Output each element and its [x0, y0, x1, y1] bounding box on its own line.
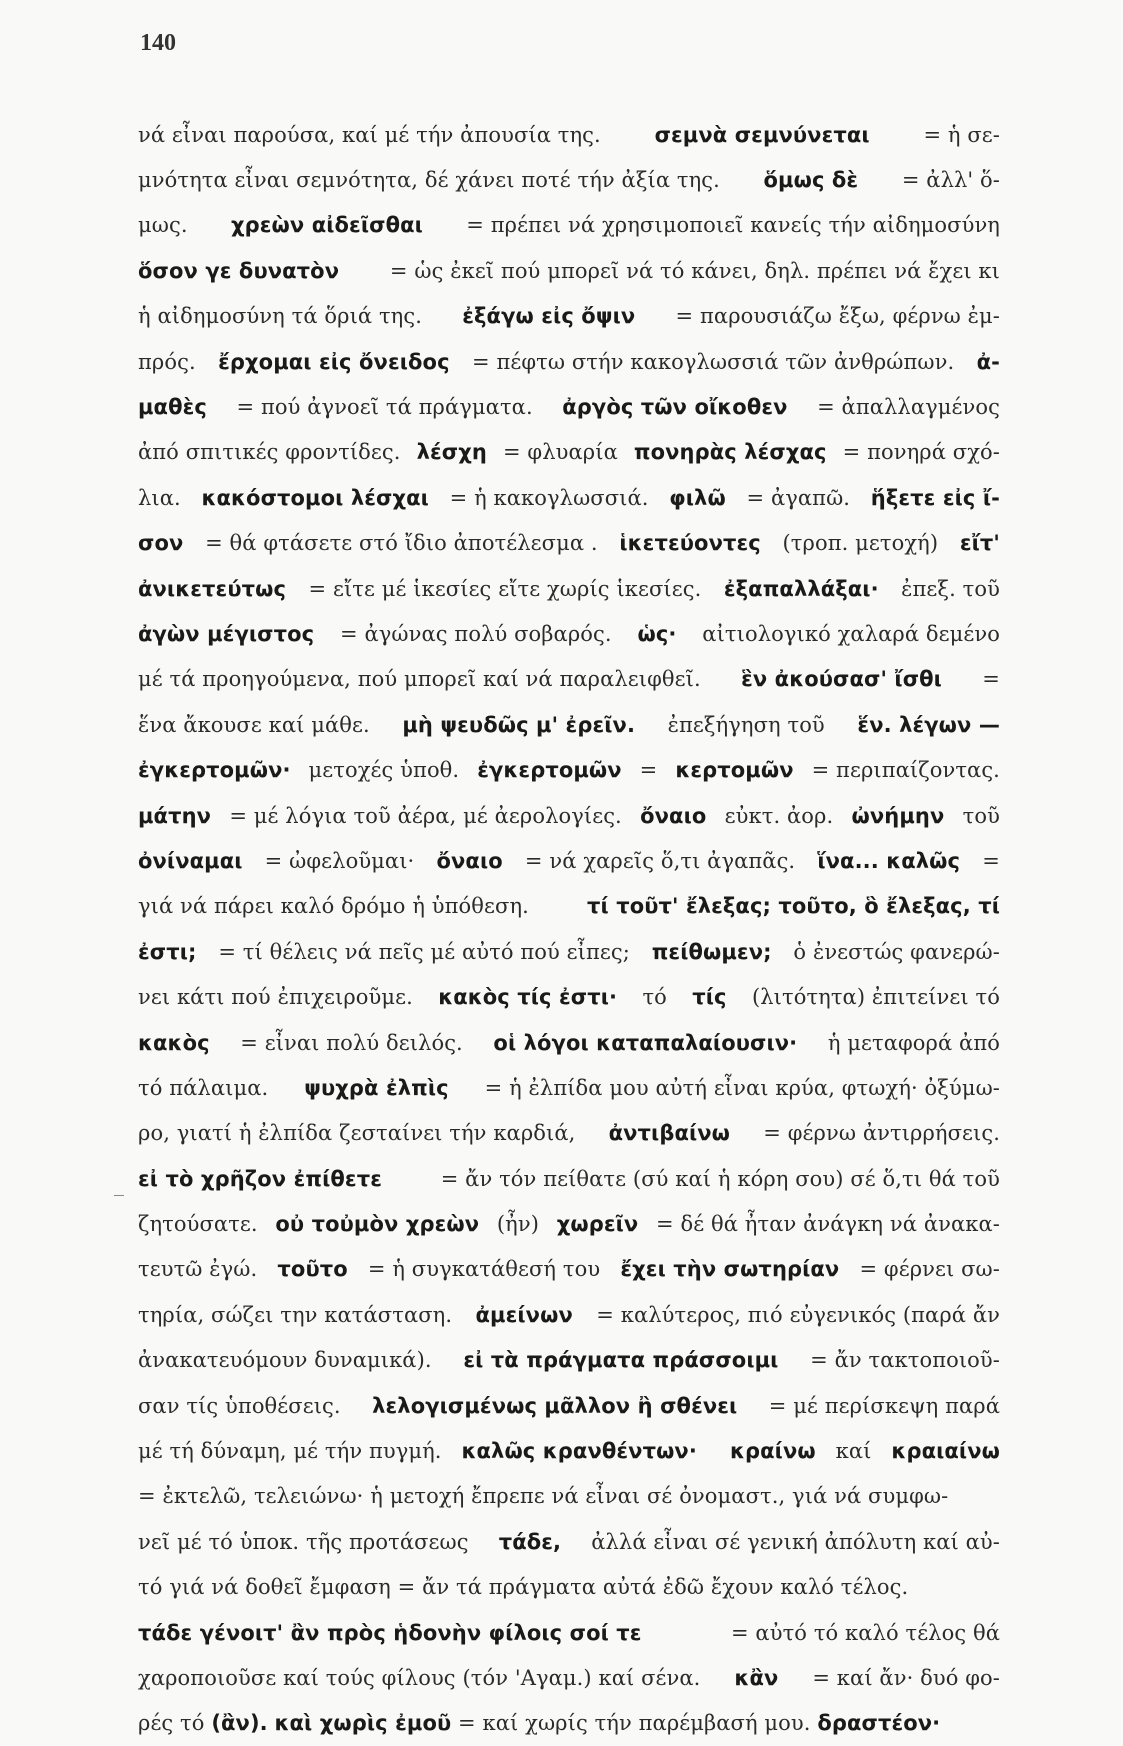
lemma-term: λέσχη: [416, 440, 487, 465]
text-line: [138, 1065, 1000, 1110]
text-line: [138, 1610, 1000, 1655]
gloss-text: = τί θέλεις νά πεῖς μέ αὐτό πού εἶπες;: [211, 939, 637, 964]
text-line: [138, 1565, 1000, 1610]
lemma-term: ὠνήμην: [851, 803, 945, 828]
lemma-term: ἕν. λέγων —: [857, 712, 1000, 737]
lemma-term: ἐξάγω εἰς ὄψιν: [462, 304, 636, 329]
text-line: [138, 203, 1000, 248]
gloss-text: = φλυαρία: [496, 440, 625, 465]
gloss-text: (τροπ. μετοχή): [775, 531, 945, 556]
text-line: [138, 884, 1000, 929]
lemma-term: τίς: [692, 985, 727, 1010]
lemma-term: δραστέον·: [817, 1711, 941, 1736]
text-line: [138, 384, 1000, 429]
text-line: [138, 974, 1000, 1019]
page-number: 140: [140, 30, 176, 56]
text-line: [138, 657, 1000, 702]
gloss-text: ἕνα ἄκουσε καί μάθε.: [138, 712, 377, 737]
lemma-term: ὄναιο: [640, 803, 707, 828]
text-line: [138, 611, 1000, 656]
gloss-text: ρές τό: [138, 1711, 212, 1736]
gloss-text: = ἄν τόν πείθατε (σύ καί ἡ κόρη σου) σέ ὅ,τι θά τοῦ: [433, 1166, 1000, 1191]
text-line: [138, 702, 1000, 747]
gloss-text: = ὠφελοῦμαι·: [257, 848, 422, 873]
gloss-text: = δέ θά ἦταν ἀνάγκη νά ἀνακα-: [649, 1212, 1000, 1237]
text-line: [138, 1292, 1000, 1337]
text-line: [138, 1338, 1000, 1383]
lemma-term: ἐστι;: [138, 939, 197, 964]
gloss-text: τοῦ: [955, 803, 1000, 828]
text-line: [138, 521, 1000, 566]
gloss-text: ἐπεξήγηση τοῦ: [660, 712, 832, 737]
gloss-text: μέ τά προηγούμενα, πού μπορεῖ καί νά παραλειφθεῖ.: [138, 667, 708, 692]
gloss-text: ρο, γιατί ἡ ἐλπίδα ζεσταίνει τήν καρδιά,: [138, 1121, 583, 1146]
text-line: [138, 1428, 1000, 1473]
gloss-text: =: [632, 758, 665, 783]
lemma-term: ψυχρὰ ἐλπὶς: [304, 1075, 449, 1100]
gloss-text: = ὡς ἐκεῖ πού μπορεῖ νά τό κάνει, δηλ. πρέπει νά ἔχει κι: [383, 258, 1000, 283]
lemma-term: κραίνω: [730, 1439, 816, 1464]
lemma-term: ἓν ἀκούσασ' ἴσθι: [741, 667, 942, 692]
lemma-term: ὡς·: [637, 621, 677, 646]
gloss-text: = μέ λόγια τοῦ ἀέρα, μέ ἀερολογίες.: [222, 803, 629, 828]
lemma-term: οὐ τοὐμὸν χρεὼν: [275, 1212, 480, 1237]
gloss-text: (ἦν): [490, 1212, 546, 1237]
gloss-text: καί: [828, 1439, 879, 1464]
gloss-text: = περιπαίζοντας.: [804, 758, 1000, 783]
gloss-text: εὐκτ. ἀορ.: [717, 803, 841, 828]
lemma-term: εἰ τὰ πράγματα πράσσοιμι: [463, 1348, 779, 1373]
text-line: [138, 1474, 1000, 1519]
gloss-text: μέ τή δύναμη, μέ τήν πυγμή.: [138, 1439, 449, 1464]
gloss-text: ὁ ἐνεστώς φανερώ-: [786, 939, 1000, 964]
lemma-term: μὴ ψευδῶς μ' ἐρεῖν.: [402, 712, 636, 737]
text-line: [138, 929, 1000, 974]
text-line: [138, 157, 1000, 202]
text-line: [138, 1111, 1000, 1156]
lemma-term: ἐγκερτομῶν·: [138, 758, 291, 783]
lemma-term: κερτομῶν: [675, 758, 794, 783]
text-line: [138, 1247, 1000, 1292]
gloss-text: ἡ αἰδημοσύνη τά ὅριά της.: [138, 304, 429, 329]
lemma-term: λελογισμένως μᾶλλον ἢ σθένει: [372, 1393, 738, 1418]
gloss-text: τό πάλαιμα.: [138, 1075, 276, 1100]
lemma-term: κακόστομοι λέσχαι: [201, 485, 429, 510]
text-line: [138, 1156, 1000, 1201]
gloss-text: =: [975, 667, 1000, 692]
text-line: [138, 294, 1000, 339]
lemma-term: ἱκετεύοντες: [619, 531, 761, 556]
lemma-term: ἥξετε εἰς ἴ-: [870, 485, 1000, 510]
gloss-text: = ἐκτελῶ, τελειώνω· ἡ μετοχή ἔπρεπε νά εἶναι σέ ὀνομαστ., γιά νά συμφω-: [138, 1484, 949, 1509]
text-line: [138, 430, 1000, 475]
gloss-text: νει κάτι πού ἐπιχειροῦμε.: [138, 985, 420, 1010]
gloss-text: = αὐτό τό καλό τέλος θά: [724, 1620, 1000, 1645]
text-line: [138, 339, 1000, 384]
gloss-text: νά εἶναι παρούσα, καί μέ τήν ἀπουσία της.: [138, 122, 608, 147]
lemma-term: τάδε γένοιτ' ἂν πρὸς ἡδονὴν φίλοις σοί τε: [138, 1620, 642, 1645]
text-line: [138, 1655, 1000, 1700]
gloss-text: = ἡ κακογλωσσιά.: [442, 485, 656, 510]
lemma-term: φιλῶ: [669, 485, 726, 510]
gloss-text: = καί χωρίς τήν παρέμβασή μου.: [451, 1711, 818, 1736]
lemma-term: ἀγὼν μέγιστος: [138, 621, 315, 646]
text-line: [138, 566, 1000, 611]
gloss-text: τό: [635, 985, 674, 1010]
gloss-text: σαν τίς ὑποθέσεις.: [138, 1393, 348, 1418]
gloss-text: μετοχές ὑποθ.: [301, 758, 466, 783]
gloss-text: = φέρνω ἀντιρρήσεις.: [756, 1121, 1000, 1146]
gloss-text: = ἀλλ' ὅ-: [895, 168, 1000, 193]
gloss-text: = καί ἄν· δυό φο-: [805, 1665, 1000, 1690]
gloss-text: [268, 1711, 275, 1735]
lemma-term: ἵνα... καλῶς: [817, 848, 961, 873]
gloss-text: = ἡ συγκατάθεσή του: [361, 1257, 607, 1282]
lemma-term: μάτην: [138, 803, 212, 828]
lemma-term: ὅμως δὲ: [763, 168, 859, 193]
gloss-text: αἰτιολογικό χαλαρά δεμένο: [695, 621, 1000, 646]
lemma-term: σον: [138, 531, 184, 556]
gloss-text: = εἴτε μέ ἱκεσίες εἴτε χωρίς ἱκεσίες.: [301, 576, 709, 601]
lemma-term: οἱ λόγοι καταπαλαίουσιν·: [493, 1030, 798, 1055]
gloss-text: τευτῶ ἐγώ.: [138, 1257, 265, 1282]
lemma-term: ἀμείνων: [475, 1302, 573, 1327]
gloss-text: ἀπό σπιτικές φροντίδες.: [138, 440, 408, 465]
lemma-term: ἀνικετεύτως: [138, 576, 286, 601]
lemma-term: πονηρὰς λέσχας: [633, 440, 827, 465]
text-line: [138, 248, 1000, 293]
gloss-text: = ἡ σε-: [916, 122, 1000, 147]
gloss-text: = ἀγαπῶ.: [739, 485, 857, 510]
lemma-term: ἐξαπαλλάξαι·: [723, 576, 879, 601]
gloss-text: λια.: [138, 485, 188, 510]
text-line: [138, 747, 1000, 792]
gloss-text: = ἡ ἐλπίδα μου αὐτή εἶναι κρύα, φτωχή· ὀξύμω-: [477, 1075, 1000, 1100]
lemma-term: εἴτ': [959, 531, 1000, 556]
text-line: [138, 475, 1000, 520]
gloss-text: [710, 1439, 717, 1463]
lemma-term: εἰ τὸ χρῆζον ἐπίθετε: [138, 1166, 382, 1191]
lemma-term: μαθὲς: [138, 395, 207, 420]
gloss-text: = ἀγώνας πολύ σοβαρός.: [333, 621, 619, 646]
commentary-text: [138, 112, 1000, 1746]
lemma-term: κακὸς: [138, 1030, 210, 1055]
lemma-term: καὶ χωρὶς ἐμοῦ: [274, 1711, 452, 1736]
gloss-text: πρός.: [138, 349, 203, 374]
text-line: [138, 1519, 1000, 1564]
gloss-text: = εἶναι πολύ δειλός.: [233, 1030, 470, 1055]
lemma-term: ὅσον γε δυνατὸν: [138, 258, 340, 283]
lemma-term: τάδε,: [498, 1529, 562, 1554]
gloss-text: = καλύτερος, πιό εὐγενικός (παρά ἄν: [589, 1302, 1000, 1327]
lemma-term: κἂν: [734, 1665, 779, 1690]
gloss-text: = πού ἀγνοεῖ τά πράγματα.: [229, 395, 540, 420]
margin-mark: [114, 1195, 124, 1196]
gloss-text: = ἄν τακτοποιοῦ-: [803, 1348, 1000, 1373]
gloss-text: = πρέπει νά χρησιμοποιεῖ κανείς τήν αἰδημοσύνη: [459, 213, 1000, 238]
text-line: [138, 1020, 1000, 1065]
lemma-term: πείθωμεν;: [651, 939, 772, 964]
lemma-term: ἀργὸς τῶν οἴκοθεν: [562, 395, 788, 420]
text-line: [138, 112, 1000, 157]
lemma-term: ὄναιο: [436, 848, 503, 873]
gloss-text: = νά χαρεῖς ὅ,τι ἀγαπᾶς.: [518, 848, 802, 873]
gloss-text: = πονηρά σχό-: [835, 440, 1000, 465]
lemma-term: τοῦτο: [277, 1257, 348, 1282]
gloss-text: = παρουσιάζω ἔξω, φέρνω ἐμ-: [668, 304, 1000, 329]
lemma-term: κραιαίνω: [891, 1439, 1000, 1464]
gloss-text: = πέφτω στήν κακογλωσσιά τῶν ἀνθρώπων.: [465, 349, 962, 374]
lemma-term: ἔχει τὴν σωτηρίαν: [620, 1257, 840, 1282]
gloss-text: ζητούσατε.: [138, 1212, 265, 1237]
gloss-text: μνότητα εἶναι σεμνότητα, δέ χάνει ποτέ τήν ἀξία της.: [138, 168, 727, 193]
gloss-text: ἐπεξ. τοῦ: [894, 576, 1000, 601]
gloss-text: ἀλλά εἶναι σέ γενική ἀπόλυτη καί αὐ-: [584, 1529, 1000, 1554]
gloss-text: = θά φτάσετε στό ἴδιο ἀποτέλεσμα .: [198, 531, 605, 556]
gloss-text: = ἀπαλλαγμένος: [810, 395, 1000, 420]
lemma-term: χωρεῖν: [556, 1212, 639, 1237]
gloss-text: νεῖ μέ τό ὑποκ. τῆς προτάσεως: [138, 1529, 476, 1554]
lemma-term: ὀνίναμαι: [138, 848, 243, 873]
gloss-text: (λιτότητα) ἐπιτείνει τό: [745, 985, 1000, 1010]
lemma-term: χρεὼν αἰδεῖσθαι: [230, 213, 423, 238]
lemma-term: σεμνὰ σεμνύνεται: [654, 122, 870, 147]
lemma-term: ἀ-: [976, 349, 1000, 374]
gloss-text: τό γιά νά δοθεῖ ἔμφαση = ἄν τά πράγματα αὐτά ἐδῶ ἔχουν καλό τέλος.: [138, 1575, 909, 1600]
gloss-text: ἀνακατευόμουν δυναμικά).: [138, 1348, 439, 1373]
gloss-text: = φέρνει σω-: [852, 1257, 1000, 1282]
gloss-text: = μέ περίσκεψη παρά: [762, 1393, 1000, 1418]
gloss-text: γιά νά πάρει καλό δρόμο ἡ ὑπόθεση.: [138, 894, 536, 919]
text-line: [138, 1383, 1000, 1428]
text-line: [138, 793, 1000, 838]
lemma-term: ἐγκερτομῶν: [477, 758, 622, 783]
lemma-term: ἔρχομαι εἰς ὄνειδος: [218, 349, 450, 374]
lemma-term: τί τοῦτ' ἔλεξας; τοῦτο, ὃ ἔλεξας, τί: [587, 894, 1000, 919]
gloss-text: =: [975, 848, 1000, 873]
text-line: [138, 1701, 1000, 1746]
gloss-text: μως.: [138, 213, 195, 238]
text-line: [138, 838, 1000, 883]
gloss-text: χαροποιοῦσε καί τούς φίλους (τόν 'Αγαμ.) καί σένα.: [138, 1665, 708, 1690]
text-line: [138, 1201, 1000, 1246]
lemma-term: κακὸς τίς ἐστι·: [438, 985, 618, 1010]
gloss-text: τηρία, σώζει την κατάσταση.: [138, 1302, 459, 1327]
gloss-text: ἡ μεταφορά ἀπό: [821, 1030, 1000, 1055]
lemma-term: καλῶς κρανθέντων·: [461, 1439, 697, 1464]
lemma-term: (ἂν).: [211, 1711, 268, 1736]
lemma-term: ἀντιβαίνω: [608, 1121, 731, 1146]
